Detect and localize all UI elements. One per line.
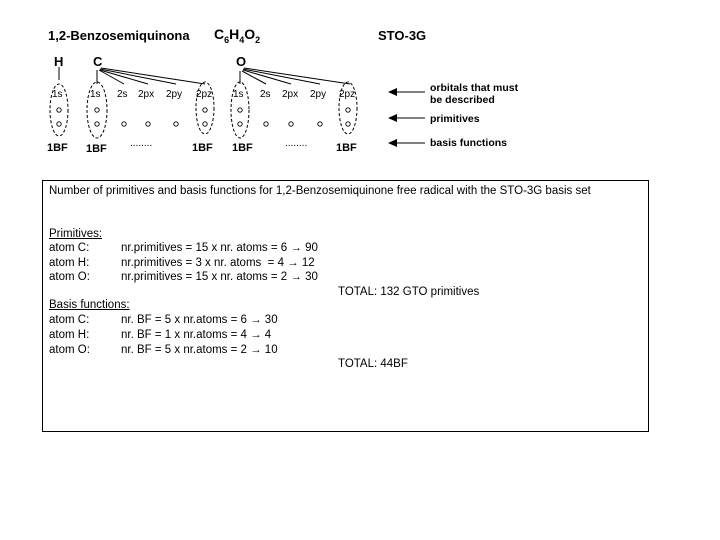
atom-label-o: O — [236, 54, 247, 69]
o-fan-lines — [240, 68, 350, 84]
svg-text:1s: 1s — [52, 89, 63, 100]
atom-label-c: C — [93, 54, 103, 69]
svg-text:1BF: 1BF — [86, 143, 107, 155]
primitives-atom-o: atom O: — [49, 271, 90, 283]
legend-primitives: primitives — [430, 113, 480, 125]
basis-title: Basis functions: — [49, 299, 130, 311]
svg-text:2px: 2px — [282, 89, 299, 100]
svg-text:1s: 1s — [233, 89, 244, 100]
legend-orbitals-line2: be described — [430, 94, 495, 106]
primitives-total: TOTAL: 132 GTO primitives — [338, 286, 480, 298]
dots-o: ........ — [285, 138, 308, 149]
svg-text:2pz: 2pz — [196, 89, 213, 100]
dots-c: ........ — [130, 138, 153, 149]
diagram-title: 1,2-Benzosemiquinona — [48, 28, 190, 43]
primitives-formula-o: nr.primitives = 15 x nr. atoms = 2 → 30 — [121, 271, 318, 283]
summary-box — [42, 180, 649, 432]
basis-atom-c: atom C: — [49, 314, 90, 326]
summary-heading: Number of primitives and basis functions for 1,2-Benzosemiquinone free radical with the STO-3G basis set — [49, 185, 591, 197]
svg-text:1s: 1s — [90, 89, 101, 100]
svg-text:1BF: 1BF — [232, 142, 253, 154]
svg-text:2py: 2py — [310, 89, 327, 100]
basis-total: TOTAL: 44BF — [338, 358, 408, 370]
legend-orbitals-line1: orbitals that must — [430, 82, 519, 94]
svg-text:2px: 2px — [138, 89, 155, 100]
basis-formula-h: nr. BF = 1 x nr.atoms = 4 → 4 — [121, 329, 272, 341]
legend-basis-functions: basis functions — [430, 137, 508, 149]
basis-formula-o: nr. BF = 5 x nr.atoms = 2 → 10 — [121, 344, 278, 356]
molecular-formula: $C_6H_4O_2$ — [214, 26, 261, 45]
primitives-formula-h: nr.primitives = 3 x nr. atoms = 4 → 12 — [121, 257, 315, 269]
primitives-atom-h: atom H: — [49, 257, 90, 269]
primitives-formula-c: nr.primitives = 15 x nr. atoms = 6 → 90 — [121, 242, 318, 254]
basis-formula-c: nr. BF = 5 x nr.atoms = 6 → 30 — [121, 314, 278, 326]
orbital-diagram — [40, 18, 530, 158]
basis-atom-h: atom H: — [49, 329, 90, 341]
c-fan-lines — [97, 68, 205, 84]
svg-text:2py: 2py — [166, 89, 183, 100]
primitive-markers — [57, 108, 350, 126]
primitives-atom-c: atom C: — [49, 242, 90, 254]
svg-text:1BF: 1BF — [336, 142, 357, 154]
orbital-labels — [52, 89, 355, 100]
svg-text:2s: 2s — [260, 89, 271, 100]
primitives-title: Primitives: — [49, 228, 103, 240]
bf-labels — [47, 142, 357, 155]
svg-text:1BF: 1BF — [47, 142, 68, 154]
atom-label-h: H — [54, 54, 64, 69]
svg-text:1BF: 1BF — [192, 142, 213, 154]
basis-atom-o: atom O: — [49, 344, 90, 356]
svg-text:2pz: 2pz — [339, 89, 356, 100]
svg-text:2s: 2s — [117, 89, 128, 100]
basis-set-label: STO-3G — [378, 28, 427, 43]
